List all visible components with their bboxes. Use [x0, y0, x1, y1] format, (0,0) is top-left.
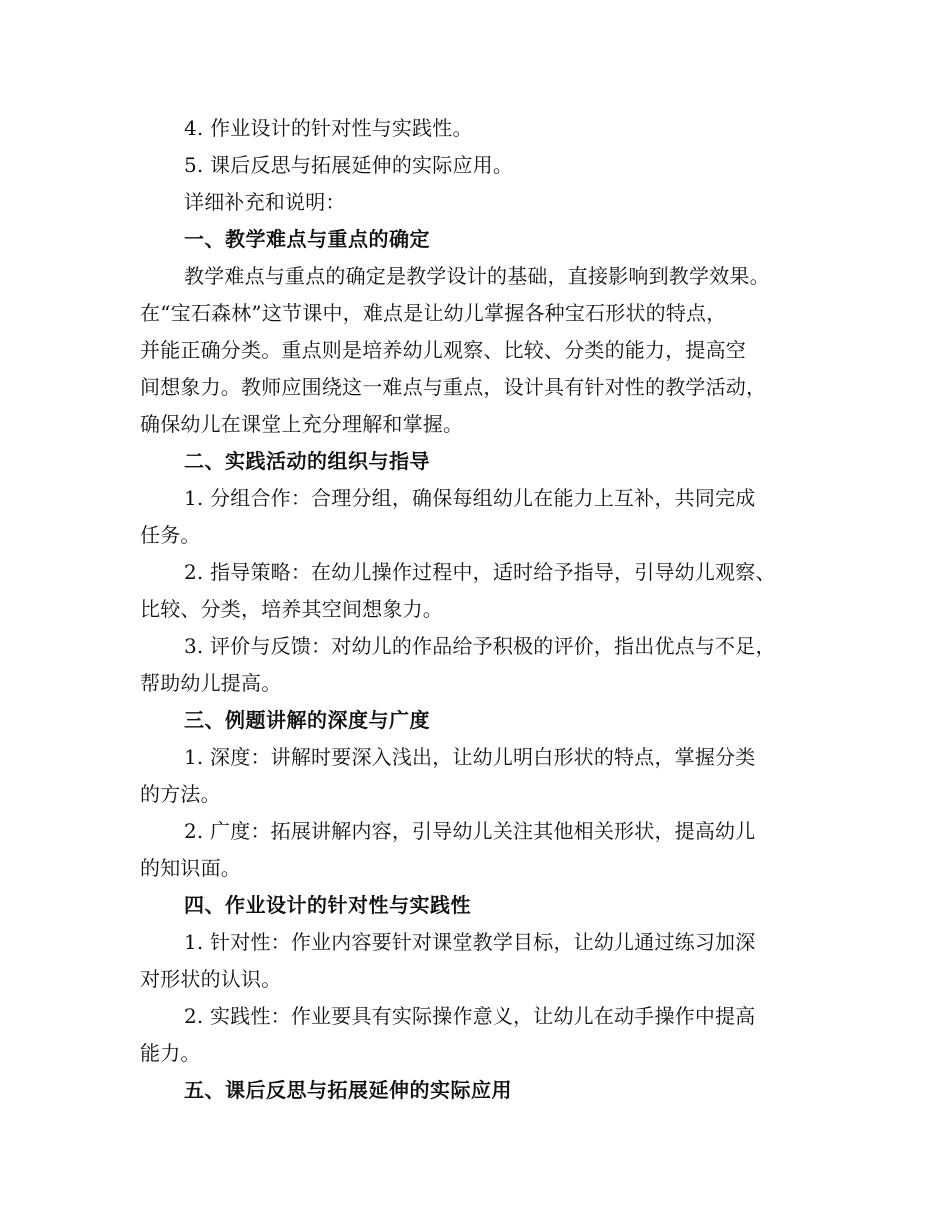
section-1-paragraph-line-2: 在“宝石森林”这节课中，难点是让幼儿掌握各种宝石形状的特点，: [140, 301, 727, 325]
section-3-item-1-line-1: 1. 深度：讲解时要深入浅出，让幼儿明白形状的特点，掌握分类: [184, 745, 756, 769]
section-2-item-3-line-1: 3. 评价与反馈：对幼儿的作品给予积极的评价，指出优点与不足，: [184, 634, 776, 658]
section-4-item-1-line-2: 对形状的认识。: [140, 967, 282, 991]
section-2-item-2-line-1: 2. 指导策略：在幼儿操作过程中，适时给予指导，引导幼儿观察、: [184, 560, 776, 584]
section-4-item-2-line-2: 能力。: [140, 1041, 201, 1065]
section-1-paragraph-line-4: 间想象力。教师应围绕这一难点与重点，设计具有针对性的教学活动，: [140, 375, 767, 399]
intro-item-4: 4. 作业设计的针对性与实践性。: [184, 116, 473, 140]
section-1-paragraph-line-5: 确保幼儿在课堂上充分理解和掌握。: [140, 412, 464, 436]
section-heading-3: 三、例题讲解的深度与广度: [184, 708, 430, 732]
section-3-item-2-line-2: 的知识面。: [140, 856, 241, 880]
section-2-item-1-line-1: 1. 分组合作：合理分组，确保每组幼儿在能力上互补，共同完成: [184, 486, 756, 510]
section-2-item-2-line-2: 比较、分类，培养其空间想象力。: [140, 597, 443, 621]
section-2-item-3-line-2: 帮助幼儿提高。: [140, 671, 282, 695]
detail-label: 详细补充和说明：: [184, 190, 346, 214]
section-4-item-1-line-1: 1. 针对性：作业内容要针对课堂教学目标，让幼儿通过练习加深: [184, 930, 756, 954]
section-3-item-2-line-1: 2. 广度：拓展讲解内容，引导幼儿关注其他相关形状，提高幼儿: [184, 819, 756, 843]
section-2-item-1-line-2: 任务。: [140, 523, 201, 547]
section-3-item-1-line-2: 的方法。: [140, 782, 221, 806]
section-1-paragraph-line-3: 并能正确分类。重点则是培养幼儿观察、比较、分类的能力，提高空: [140, 338, 746, 362]
section-heading-1: 一、教学难点与重点的确定: [184, 227, 430, 251]
section-heading-5: 五、课后反思与拓展延伸的实际应用: [184, 1078, 512, 1102]
section-4-item-2-line-1: 2. 实践性：作业要具有实际操作意义，让幼儿在动手操作中提高: [184, 1004, 756, 1028]
section-heading-2: 二、实践活动的组织与指导: [184, 449, 430, 473]
section-1-paragraph-line-1: 教学难点与重点的确定是教学设计的基础，直接影响到教学效果。: [184, 264, 770, 288]
section-heading-4: 四、作业设计的针对性与实践性: [184, 893, 471, 917]
intro-item-5: 5. 课后反思与拓展延伸的实际应用。: [184, 153, 514, 177]
